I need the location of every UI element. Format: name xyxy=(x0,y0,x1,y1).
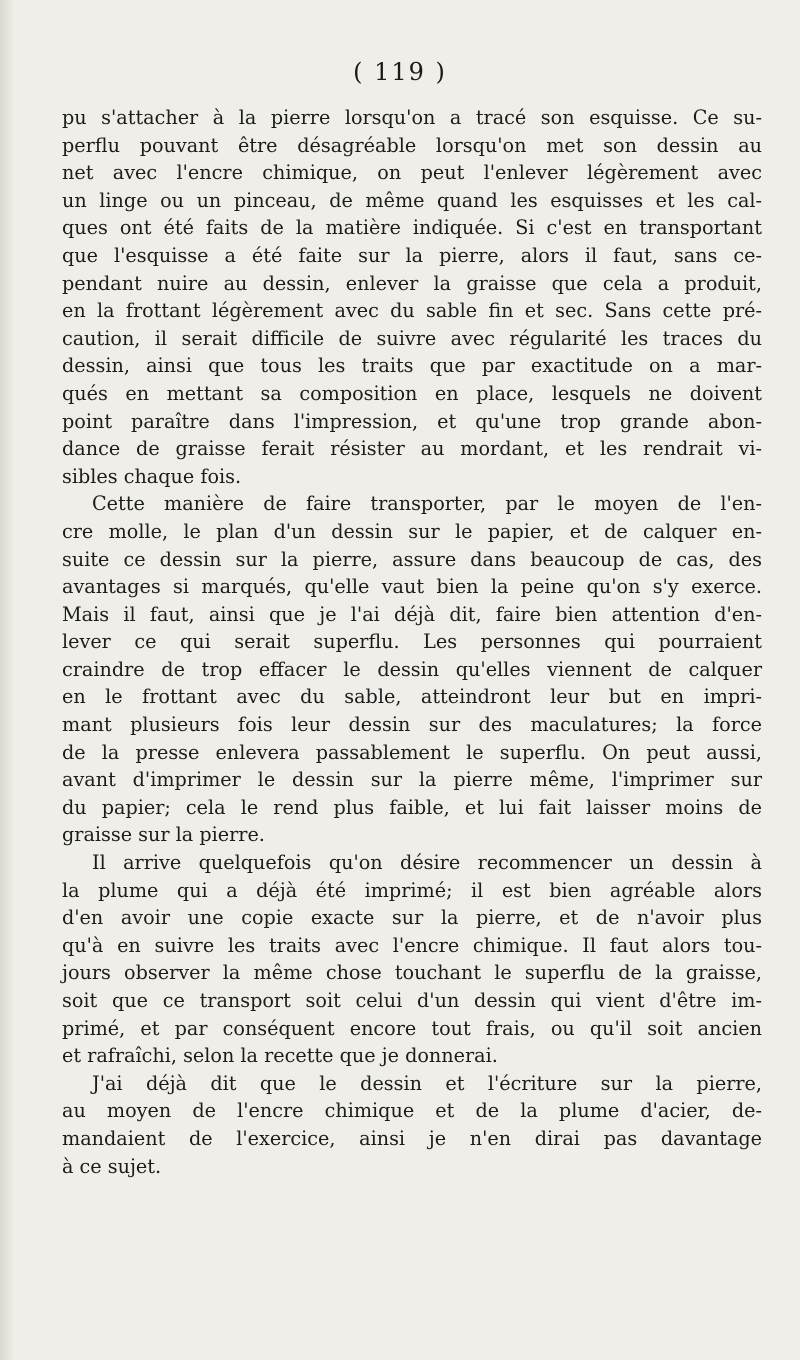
paragraph xyxy=(62,1070,762,1180)
text-line: mant plusieurs fois leur dessin sur des maculatures; la force xyxy=(62,713,762,737)
text-line: d'en avoir une copie exacte sur la pierre, et de n'avoir plus xyxy=(62,906,762,930)
text-line: la plume qui a déjà été imprimé; il est bien agréable alors xyxy=(62,878,762,902)
text-line: que l'esquisse a été faite sur la pierre, alors il faut, sans ce- xyxy=(62,243,762,267)
text-line: du papier; cela le rend plus faible, et lui fait laisser moins de xyxy=(62,795,762,819)
text-line: perflu pouvant être désagréable lorsqu'on met son dessin au xyxy=(62,133,762,157)
text-line: point paraître dans l'impression, et qu'une trop grande abon- xyxy=(62,409,762,433)
text-line: en le frottant avec du sable, atteindront leur but en impri- xyxy=(62,685,762,709)
text-line: dance de graisse ferait résister au mordant, et les rendrait vi- xyxy=(62,437,762,461)
text-line: Cette manière de faire transporter, par le moyen de l'en- xyxy=(92,492,762,516)
body-text xyxy=(62,104,762,1180)
text-line: caution, il serait difficile de suivre avec régularité les traces du xyxy=(62,326,762,350)
paragraph xyxy=(62,104,762,490)
paragraph xyxy=(62,490,762,849)
text-line: soit que ce transport soit celui d'un dessin qui vient d'être im- xyxy=(62,989,762,1012)
text-line: net avec l'encre chimique, on peut l'enlever légèrement avec xyxy=(62,161,762,185)
text-line: suite ce dessin sur la pierre, assure dans beaucoup de cas, des xyxy=(62,547,762,571)
text-line: jours observer la même chose touchant le superflu de la graisse, xyxy=(62,961,762,985)
text-line: mandaient de l'exercice, ainsi je n'en dirai pas davantage xyxy=(62,1126,762,1150)
text-line: craindre de trop effacer le dessin qu'elles viennent de calquer xyxy=(62,657,762,681)
text-line: pendant nuire au dessin, enlever la graisse que cela a produit, xyxy=(62,271,762,295)
text-line: à ce sujet. xyxy=(62,1154,162,1178)
page-number: ( 119 ) xyxy=(353,58,447,86)
text-line: pu s'attacher à la pierre lorsqu'on a tracé son esquisse. Ce su- xyxy=(62,106,762,129)
text-line: un linge ou un pinceau, de même quand les esquisses et les cal- xyxy=(62,188,762,212)
text-line: et rafraîchi, selon la recette que je donnerai. xyxy=(62,1044,498,1068)
text-line: qués en mettant sa composition en place, lesquels ne doivent xyxy=(62,381,762,405)
text-line: lever ce qui serait superflu. Les personnes qui pourraient xyxy=(62,630,762,654)
text-line: Mais il faut, ainsi que je l'ai déjà dit, faire bien attention d'en- xyxy=(62,602,762,626)
text-line: en la frottant légèrement avec du sable fin et sec. Sans cette pré- xyxy=(62,299,762,323)
text-line: avantages si marqués, qu'elle vaut bien la peine qu'on s'y exerce. xyxy=(62,575,762,599)
text-line: qu'à en suivre les traits avec l'encre chimique. Il faut alors tou- xyxy=(62,933,762,957)
text-line: au moyen de l'encre chimique et de la plume d'acier, de- xyxy=(62,1099,762,1123)
text-line: avant d'imprimer le dessin sur la pierre même, l'imprimer sur xyxy=(62,768,762,792)
text-line: cre molle, le plan d'un dessin sur le papier, et de calquer en- xyxy=(62,519,762,543)
text-line: de la presse enlevera passablement le superflu. On peut aussi, xyxy=(62,740,762,764)
text-line: graisse sur la pierre. xyxy=(62,823,265,847)
text-line: Il arrive quelquefois qu'on désire recommencer un dessin à xyxy=(92,851,762,875)
paragraph xyxy=(62,849,762,1070)
text-line: ques ont été faits de la matière indiquée. Si c'est en transportant xyxy=(62,216,762,240)
text-line: primé, et par conséquent encore tout frais, ou qu'il soit ancien xyxy=(62,1016,762,1040)
text-line: J'ai déjà dit que le dessin et l'écriture sur la pierre, xyxy=(92,1071,762,1095)
page-edge-shadow xyxy=(0,0,14,1360)
text-line: dessin, ainsi que tous les traits que par exactitude on a mar- xyxy=(62,354,762,378)
text-line: sibles chaque fois. xyxy=(62,464,242,488)
